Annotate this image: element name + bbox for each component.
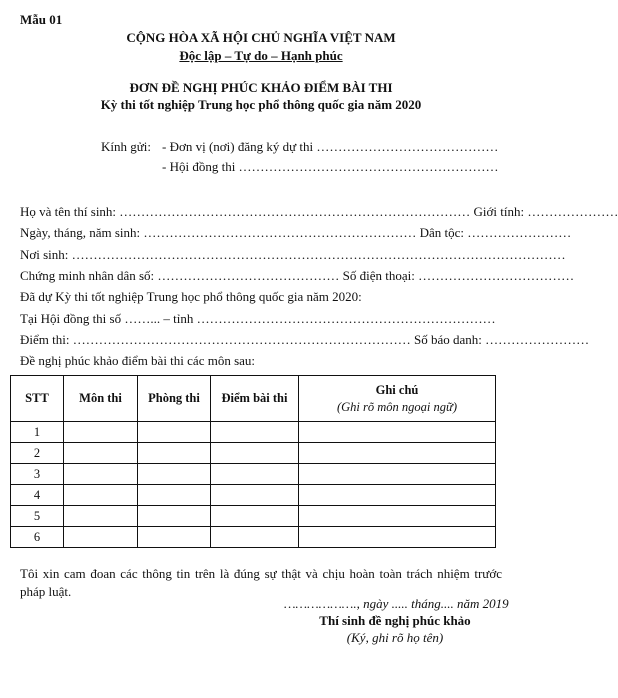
subject-cell[interactable] bbox=[64, 527, 138, 548]
row-number: 4 bbox=[11, 485, 64, 506]
table-row bbox=[11, 443, 496, 464]
table-row bbox=[11, 464, 496, 485]
score-cell[interactable] bbox=[211, 527, 299, 548]
room-cell[interactable] bbox=[138, 527, 211, 548]
national-motto: Độc lập – Tự do – Hạnh phúc bbox=[179, 48, 343, 63]
row-number: 6 bbox=[11, 527, 64, 548]
row-number: 5 bbox=[11, 506, 64, 527]
form-title: ĐƠN ĐỀ NGHỊ PHÚC KHẢO ĐIỂM BÀI THI bbox=[129, 80, 393, 95]
room-cell[interactable] bbox=[138, 485, 211, 506]
note-cell[interactable] bbox=[299, 464, 496, 485]
note-cell[interactable] bbox=[299, 485, 496, 506]
signature-role: Thí sinh đề nghị phúc khảo bbox=[319, 613, 471, 628]
header-note bbox=[299, 376, 496, 422]
row-number: 3 bbox=[11, 464, 64, 485]
addressee-unit: - Đơn vị (nơi) đăng ký dự thi …………………………………… bbox=[162, 139, 499, 154]
row-number: 1 bbox=[11, 422, 64, 443]
field-birthplace: Nơi sinh: …………………………………………………………………………………………………… bbox=[20, 247, 566, 262]
room-cell[interactable] bbox=[138, 443, 211, 464]
note-cell[interactable] bbox=[299, 422, 496, 443]
table-row bbox=[11, 506, 496, 527]
request-text: Đề nghị phúc khảo điểm bài thi các môn sau: bbox=[20, 353, 256, 368]
addressee-label: Kính gửi: bbox=[101, 139, 152, 154]
score-cell[interactable] bbox=[211, 422, 299, 443]
form-subtitle: Kỳ thi tốt nghiệp Trung học phổ thông quốc gia năm 2020 bbox=[100, 97, 422, 112]
form-code: Mẫu 01 bbox=[20, 12, 63, 27]
note-cell[interactable] bbox=[299, 506, 496, 527]
score-cell[interactable] bbox=[211, 485, 299, 506]
header-room: Phòng thi bbox=[138, 376, 211, 422]
subjects-table bbox=[10, 375, 496, 548]
header-score: Điểm bài thi bbox=[211, 376, 299, 422]
score-cell[interactable] bbox=[211, 464, 299, 485]
score-cell[interactable] bbox=[211, 506, 299, 527]
subject-cell[interactable] bbox=[64, 485, 138, 506]
header-stt: STT bbox=[11, 376, 64, 422]
field-council: Tại Hội đồng thi số ……... – tỉnh …………………………………………………………… bbox=[20, 311, 496, 326]
header-subject: Môn thi bbox=[64, 376, 138, 422]
table-row bbox=[11, 422, 496, 443]
header-note-sub: (Ghi rõ môn ngoại ngữ) bbox=[336, 399, 457, 414]
signature-date: ………………., ngày ..... tháng.... năm 2019 bbox=[284, 596, 509, 611]
commitment-text: Tôi xin cam đoan các thông tin trên là đúng sự thật và chịu hoàn toàn trách nhiệm trước pháp luật. bbox=[20, 566, 502, 599]
room-cell[interactable] bbox=[138, 506, 211, 527]
table-row bbox=[11, 485, 496, 506]
header-note-label: Ghi chú bbox=[375, 382, 419, 397]
subject-cell[interactable] bbox=[64, 422, 138, 443]
table-row bbox=[11, 527, 496, 548]
subject-cell[interactable] bbox=[64, 443, 138, 464]
score-cell[interactable] bbox=[211, 443, 299, 464]
subject-cell[interactable] bbox=[64, 506, 138, 527]
field-site: Điểm thi: …………………………………………………………………… Số báo danh: …………………… bbox=[20, 332, 590, 347]
note-cell[interactable] bbox=[299, 527, 496, 548]
note-cell[interactable] bbox=[299, 443, 496, 464]
field-dob: Ngày, tháng, năm sinh: ……………………………………………………… Dân tộc: …………………… bbox=[20, 225, 572, 240]
room-cell[interactable] bbox=[138, 464, 211, 485]
signature-note: (Ký, ghi rõ họ tên) bbox=[346, 630, 444, 645]
national-title: CỘNG HÒA XÃ HỘI CHỦ NGHĨA VIỆT NAM bbox=[126, 30, 396, 45]
room-cell[interactable] bbox=[138, 422, 211, 443]
table-header-row bbox=[11, 376, 496, 422]
field-name: Họ và tên thí sinh: ……………………………………………………………………… Giới tính: ………………… bbox=[20, 204, 618, 219]
row-number: 2 bbox=[11, 443, 64, 464]
field-exam: Đã dự Kỳ thi tốt nghiệp Trung học phổ thông quốc gia năm 2020: bbox=[20, 289, 362, 304]
addressee-council: - Hội đồng thi …………………………………………………… bbox=[162, 159, 499, 174]
field-id: Chứng minh nhân dân số: …………………………………… Số điện thoại: ……………………………… bbox=[20, 268, 575, 283]
subject-cell[interactable] bbox=[64, 464, 138, 485]
